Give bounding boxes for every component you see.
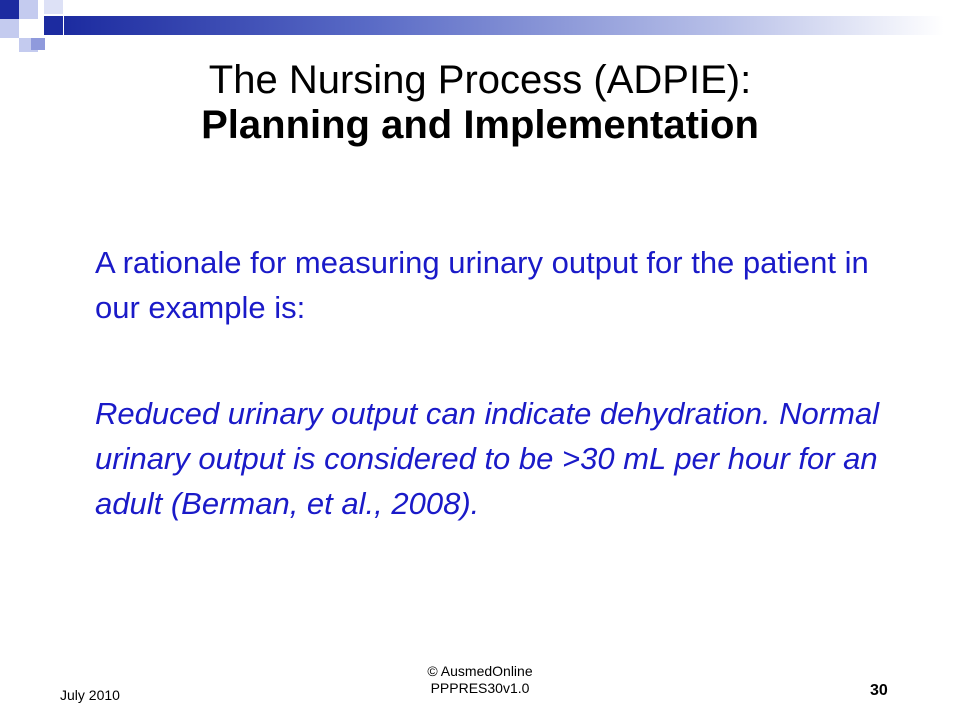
decor-square-dark [0,0,19,19]
slide-title [0,58,960,148]
copyright-line-2: PPPRES30v1.0 [430,680,530,696]
footer-date: July 2010 [60,687,120,703]
rationale-paragraph: Reduced urinary output can indicate dehydration. Normal urinary output is considered to be >30 mL per hour for an adult (Berman, et al., 2008). [95,396,880,521]
decor-square-light [0,19,19,38]
title-line-1: The Nursing Process (ADPIE): [208,58,752,102]
decor-square-dark [44,16,63,35]
title-line-2: Planning and Implementation [201,103,759,147]
decor-square-mid [31,38,45,50]
page-number: 30 [870,682,888,699]
rationale-intro-paragraph: A rationale for measuring urinary output for the patient in our example is: [95,245,869,325]
footer-copyright [400,663,560,697]
decor-square-white [44,0,63,14]
decor-square-light [19,0,38,19]
decor-gradient-bar [64,16,944,35]
copyright-line-1: © AusmedOnline [427,663,533,679]
